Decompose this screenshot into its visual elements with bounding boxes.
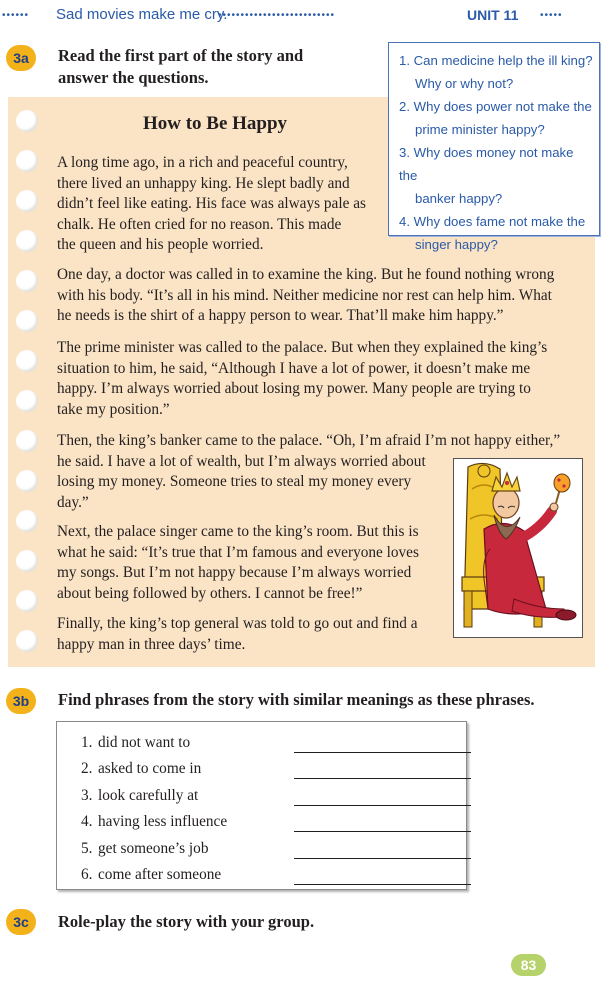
story-line: Finally, the king’s top general was told to go out and find a bbox=[57, 615, 418, 632]
story-line: about being followed by others. I cannot be free!” bbox=[57, 584, 363, 602]
king-illustration bbox=[453, 458, 583, 638]
badge-3b: 3b bbox=[6, 688, 36, 714]
story-line: didn’t feel like eating. His face was always pale as bbox=[57, 195, 366, 212]
exercise-phrase: come after someone bbox=[98, 866, 222, 883]
question-item bbox=[399, 210, 593, 256]
hole-icon bbox=[16, 150, 38, 172]
instruction-3b: Find phrases from the story with similar meanings as these phrases. bbox=[58, 690, 535, 709]
hole-icon bbox=[16, 230, 38, 252]
answer-blank[interactable] bbox=[294, 752, 471, 753]
hole-icon bbox=[16, 510, 38, 532]
exercise-number: 4. bbox=[81, 813, 93, 830]
question-text: 2. Why does power not make the bbox=[399, 99, 592, 114]
king-on-throne-icon bbox=[454, 459, 582, 637]
hole-icon bbox=[16, 310, 38, 332]
story-line: chalk. He often cried for no reason. This made bbox=[57, 215, 342, 233]
exercise-phrase: having less influence bbox=[98, 813, 228, 830]
question-text: singer happy? bbox=[415, 237, 498, 252]
unit-label: UNIT 11 bbox=[467, 7, 519, 23]
story-paragraph-3 bbox=[57, 338, 547, 420]
questions-box bbox=[388, 42, 600, 252]
exercise-phrase: get someone’s job bbox=[98, 840, 209, 857]
hole-icon bbox=[16, 270, 38, 292]
exercise-number: 5. bbox=[81, 840, 93, 857]
question-text: 3. Why does money not make the bbox=[399, 145, 574, 183]
question-text: Why or why not? bbox=[415, 76, 514, 91]
exercise-number: 3. bbox=[81, 787, 93, 804]
story-line: happy man in three days’ time. bbox=[57, 635, 246, 653]
exercise-phrase: did not want to bbox=[98, 734, 191, 751]
story-line: my songs. But I’m not happy because I’m always worried bbox=[57, 564, 412, 581]
instruction-3c: Role-play the story with your group. bbox=[58, 912, 315, 931]
hole-icon bbox=[16, 590, 38, 612]
phrase-exercise-box bbox=[56, 721, 467, 890]
story-line: happy. I’m always worried about losing my power. Many people are trying to bbox=[57, 380, 531, 397]
story-paragraph-2 bbox=[57, 265, 554, 327]
exercise-number: 1. bbox=[81, 734, 93, 751]
story-line: The prime minister was called to the palace. But when they explained the king’s bbox=[57, 339, 548, 356]
story-line: there lived an unhappy king. He slept badly and bbox=[57, 174, 350, 192]
answer-blank[interactable] bbox=[294, 858, 471, 859]
hole-icon bbox=[16, 110, 38, 132]
question-item bbox=[399, 95, 593, 141]
exercise-phrase: asked to come in bbox=[98, 760, 202, 777]
question-text: prime minister happy? bbox=[415, 122, 545, 137]
header-dots-middle: •••••••••••••••••••••••••• bbox=[218, 10, 336, 21]
hole-icon bbox=[16, 630, 38, 652]
question-item bbox=[399, 49, 593, 95]
question-text: 4. Why does fame not make the bbox=[399, 214, 586, 229]
header-dots-right: ••••• bbox=[540, 10, 563, 21]
story-paragraph-6 bbox=[57, 614, 418, 655]
badge-3a: 3a bbox=[6, 45, 36, 71]
instruction-3a-line1: Read the first part of the story and bbox=[58, 46, 304, 65]
story-line: Then, the king’s banker came to the palace. “Oh, I’m afraid I’m not happy either,” bbox=[57, 432, 561, 449]
hole-icon bbox=[16, 390, 38, 412]
story-line: situation to him, he said, “Although I have a lot of power, it doesn’t make me bbox=[57, 359, 531, 377]
header-dots-left: •••••• bbox=[2, 10, 30, 21]
exercise-number: 6. bbox=[81, 866, 93, 883]
instruction-3a-line2: answer the questions. bbox=[58, 68, 209, 87]
question-text: 1. Can medicine help the ill king? bbox=[399, 53, 593, 68]
story-line: day.” bbox=[57, 493, 89, 511]
answer-blank[interactable] bbox=[294, 831, 471, 832]
exercise-number: 2. bbox=[81, 760, 93, 777]
hole-icon bbox=[16, 470, 38, 492]
story-paragraph-5 bbox=[57, 522, 419, 604]
page-header bbox=[0, 0, 610, 34]
header-title: Sad movies make me cry. bbox=[56, 6, 228, 23]
answer-blank[interactable] bbox=[294, 805, 471, 806]
page-number: 83 bbox=[511, 954, 546, 976]
story-paragraph-1 bbox=[57, 153, 366, 256]
story-line: the queen and his people worried. bbox=[57, 236, 264, 253]
badge-3c: 3c bbox=[6, 909, 36, 935]
hole-icon bbox=[16, 350, 38, 372]
story-line: One day, a doctor was called in to examine the king. But he found nothing wrong bbox=[57, 266, 555, 283]
story-line: he needs is the shirt of a happy person to wear. That’ll make him happy.” bbox=[57, 307, 504, 324]
question-item bbox=[399, 141, 593, 210]
instruction-3a bbox=[58, 45, 303, 89]
story-line: Next, the palace singer came to the king’s room. But this is bbox=[57, 523, 419, 540]
answer-blank[interactable] bbox=[294, 778, 471, 779]
story-line: what he said: “It’s true that I’m famous and everyone loves bbox=[57, 543, 419, 561]
story-line: take my position.” bbox=[57, 400, 170, 418]
question-text: banker happy? bbox=[415, 191, 503, 206]
hole-icon bbox=[16, 190, 38, 212]
story-title: How to Be Happy bbox=[142, 113, 288, 134]
exercise-phrase: look carefully at bbox=[98, 787, 199, 804]
story-line: losing my money. Someone tries to steal my money every bbox=[57, 473, 412, 490]
story-line: with his body. “It’s all in his mind. Neither medicine nor rest can help him. What bbox=[57, 286, 552, 304]
story-line: he said. I have a lot of wealth, but I’m always worried about bbox=[57, 452, 426, 470]
hole-icon bbox=[16, 430, 38, 452]
story-line: A long time ago, in a rich and peaceful country, bbox=[57, 154, 348, 171]
answer-blank[interactable] bbox=[294, 884, 471, 885]
hole-icon bbox=[16, 550, 38, 572]
